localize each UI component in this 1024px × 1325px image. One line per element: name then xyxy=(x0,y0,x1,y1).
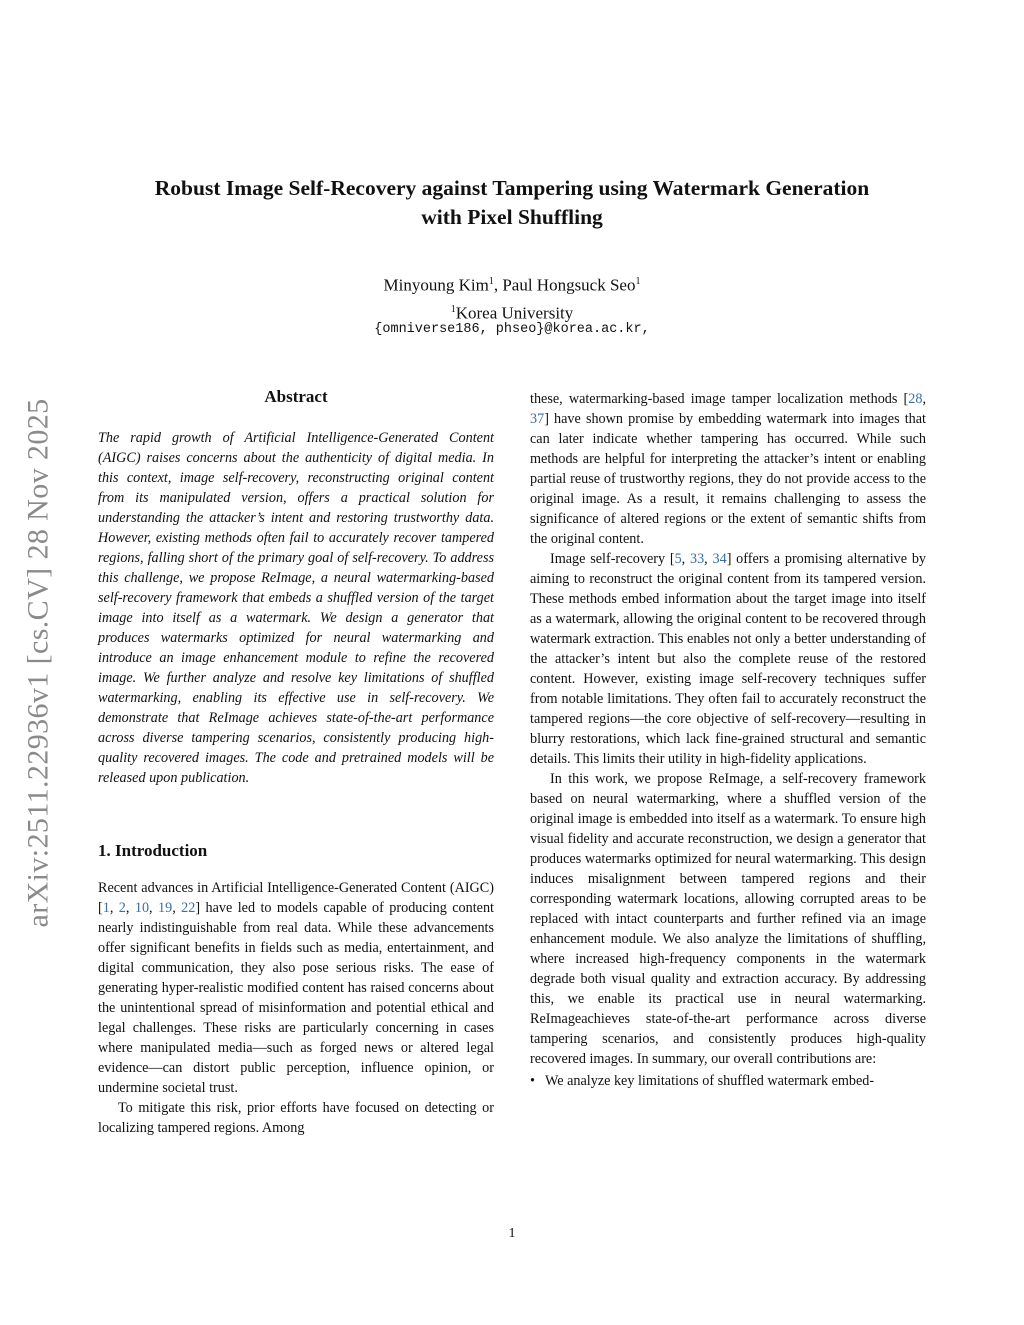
intro-paragraph-1 xyxy=(98,878,494,1098)
title-line-2: with Pixel Shuffling xyxy=(421,205,603,229)
arxiv-identifier-text: arXiv:2511.22936v1 [cs.CV] 28 Nov 2025 xyxy=(22,398,56,928)
intro-p3-text-b: ] have shown promise by embedding watermark into images that can later indicate whether tampering has occurred. While such methods are helpful for interpreting the attacker’s intent or enabling partial reuse of trustworthy regions, they do not provide access to the original image. As a result, it remains challenging to assess the significance of altered regions or the extent of semantic shifts from the original content. xyxy=(530,411,926,547)
left-column xyxy=(98,386,494,1138)
intro-p1-text-b: ] have led to models capable of producing content nearly indistinguishable from real data. While these advancements offer significant benefits in fields such as media, entertainment, and digital communication, they also pose serious risks. The ease of generating hyper-realistic modified content has raised concerns about the unintentional spread of misinformation and potential ethical and legal challenges. These risks are particularly concerning in cases where manipulated media—such as forged news or altered legal evidence—can distort public perception, influence opinion, or undermine societal trust. xyxy=(98,900,495,1096)
affiliation-name: Korea University xyxy=(455,303,574,323)
author-email: {omniverse186, phseo}@korea.ac.kr, xyxy=(374,322,650,337)
citation-separator: , xyxy=(681,551,690,567)
citation-link[interactable]: 2 xyxy=(118,900,126,916)
citation-link[interactable]: 10 xyxy=(134,900,150,916)
intro-paragraph-4 xyxy=(530,549,926,769)
author-1: Minyoung Kim xyxy=(383,275,489,295)
contribution-text: We analyze key limitations of shuffled watermark embed- xyxy=(545,1073,875,1089)
citation-link[interactable]: 28 xyxy=(908,391,923,407)
author-2: Paul Hongsuck Seo xyxy=(502,275,636,295)
citation-separator: , xyxy=(704,551,713,567)
intro-paragraph-3 xyxy=(530,389,926,549)
citation-link[interactable]: 22 xyxy=(181,900,196,916)
right-column xyxy=(530,389,926,1091)
contribution-list-item xyxy=(530,1071,926,1091)
citation-separator: , xyxy=(149,900,159,916)
citation-link[interactable]: 33 xyxy=(689,551,705,567)
citation-link[interactable]: 19 xyxy=(158,900,173,916)
intro-p4-text-a: Image self-recovery [ xyxy=(550,551,675,567)
affiliation-mark: 1 xyxy=(450,303,456,315)
intro-p4-text-b: ] offers a promising alternative by aiming to reconstruct the original content from its tampered version. These methods embed information about the target image into itself as a watermark, allowing the original content to be recovered through watermark extraction. This enables not only a better understanding of the attacker’s intent but also the complete reuse of the restored content. However, existing image self-recovery techniques suffer from notable limitations. They often fail to accurately reconstruct the tampered regions—the core objective of self-recovery—resulting in blurry restorations, which lack fine-grained structural and semantic details. This limits their utility in high-fidelity applications. xyxy=(530,551,927,767)
author-2-affiliation-mark: 1 xyxy=(635,276,641,287)
author-block xyxy=(100,270,924,325)
intro-paragraph-5: In this work, we propose ReImage, a self-recovery framework based on neural watermarking, where a shuffled version of the original image is embedded into itself as a watermark. To ensure high visual fidelity and accurate reconstruction, we design a generator that produces watermarks optimized for neural watermarking. This design induces misalignment between tampered regions and their corresponding watermark locations, allowing corrupted areas to be replaced with intact counterparts and further refined via an image enhancement module. We also analyze the limitations of shuffling, where increased high-frequency components in the watermark degrade both visual quality and extraction accuracy. By addressing this, we enable its practical use in neural watermarking. ReImageachieves state-of-the-art performance across diverse tampering scenarios, and consistently produces high-quality recovered images. In summary, our overall contributions are: xyxy=(530,771,926,1067)
intro-p1-text-a: Recent advances in Artificial Intelligence-Generated Content (AIGC) [ xyxy=(98,880,494,916)
title-line-1: Robust Image Self-Recovery against Tampering using Watermark Generation xyxy=(154,176,870,200)
intro-paragraph-2: To mitigate this risk, prior efforts have focused on detecting or localizing tampered regions. Among xyxy=(98,1100,494,1136)
page-number: 1 xyxy=(508,1226,516,1241)
citation-separator: , xyxy=(172,900,182,916)
author-separator: , xyxy=(493,275,503,295)
citation-link[interactable]: 34 xyxy=(712,551,727,567)
citation-separator: , xyxy=(125,900,135,916)
abstract-heading: Abstract xyxy=(264,387,328,406)
introduction-heading: 1. Introduction xyxy=(98,841,208,860)
abstract-body: The rapid growth of Artificial Intelligence-Generated Content (AIGC) raises concerns about the authenticity of digital media. In this context, image self-recovery, reconstructing original content from its manipulated version, offers a practical solution for understanding the attacker’s intent and restoring trustworthy data. However, existing methods often fail to accurately recover tampered regions, falling short of the primary goal of self-recovery. To address this challenge, we propose ReImage, a neural watermarking-based self-recovery framework that embeds a shuffled version of the target image into itself as a watermark. We design a generator that produces watermarks optimized for neural watermarking and introduce an image enhancement module to refine the recovered image. We further analyze and resolve key limitations of shuffled watermarking, enabling its effective use in self-recovery. We demonstrate that ReImage achieves state-of-the-art performance across diverse tampering scenarios, consistently producing high-quality recovered images. The code and pretrained models will be released upon publication. xyxy=(98,430,494,786)
citation-link[interactable]: 5 xyxy=(674,551,682,567)
paper-title xyxy=(100,174,924,232)
citation-link[interactable]: 37 xyxy=(530,411,545,427)
citation-separator: , xyxy=(109,900,119,916)
author-1-affiliation-mark: 1 xyxy=(488,276,494,287)
author-names xyxy=(100,270,924,298)
citation-link[interactable]: 1 xyxy=(102,900,110,916)
arxiv-identifier-stamp xyxy=(16,368,62,958)
bullet-mark: • xyxy=(530,1073,535,1089)
intro-p3-text-a: these, watermarking-based image tamper localization methods [ xyxy=(530,391,909,407)
citation-separator: , xyxy=(922,391,926,407)
